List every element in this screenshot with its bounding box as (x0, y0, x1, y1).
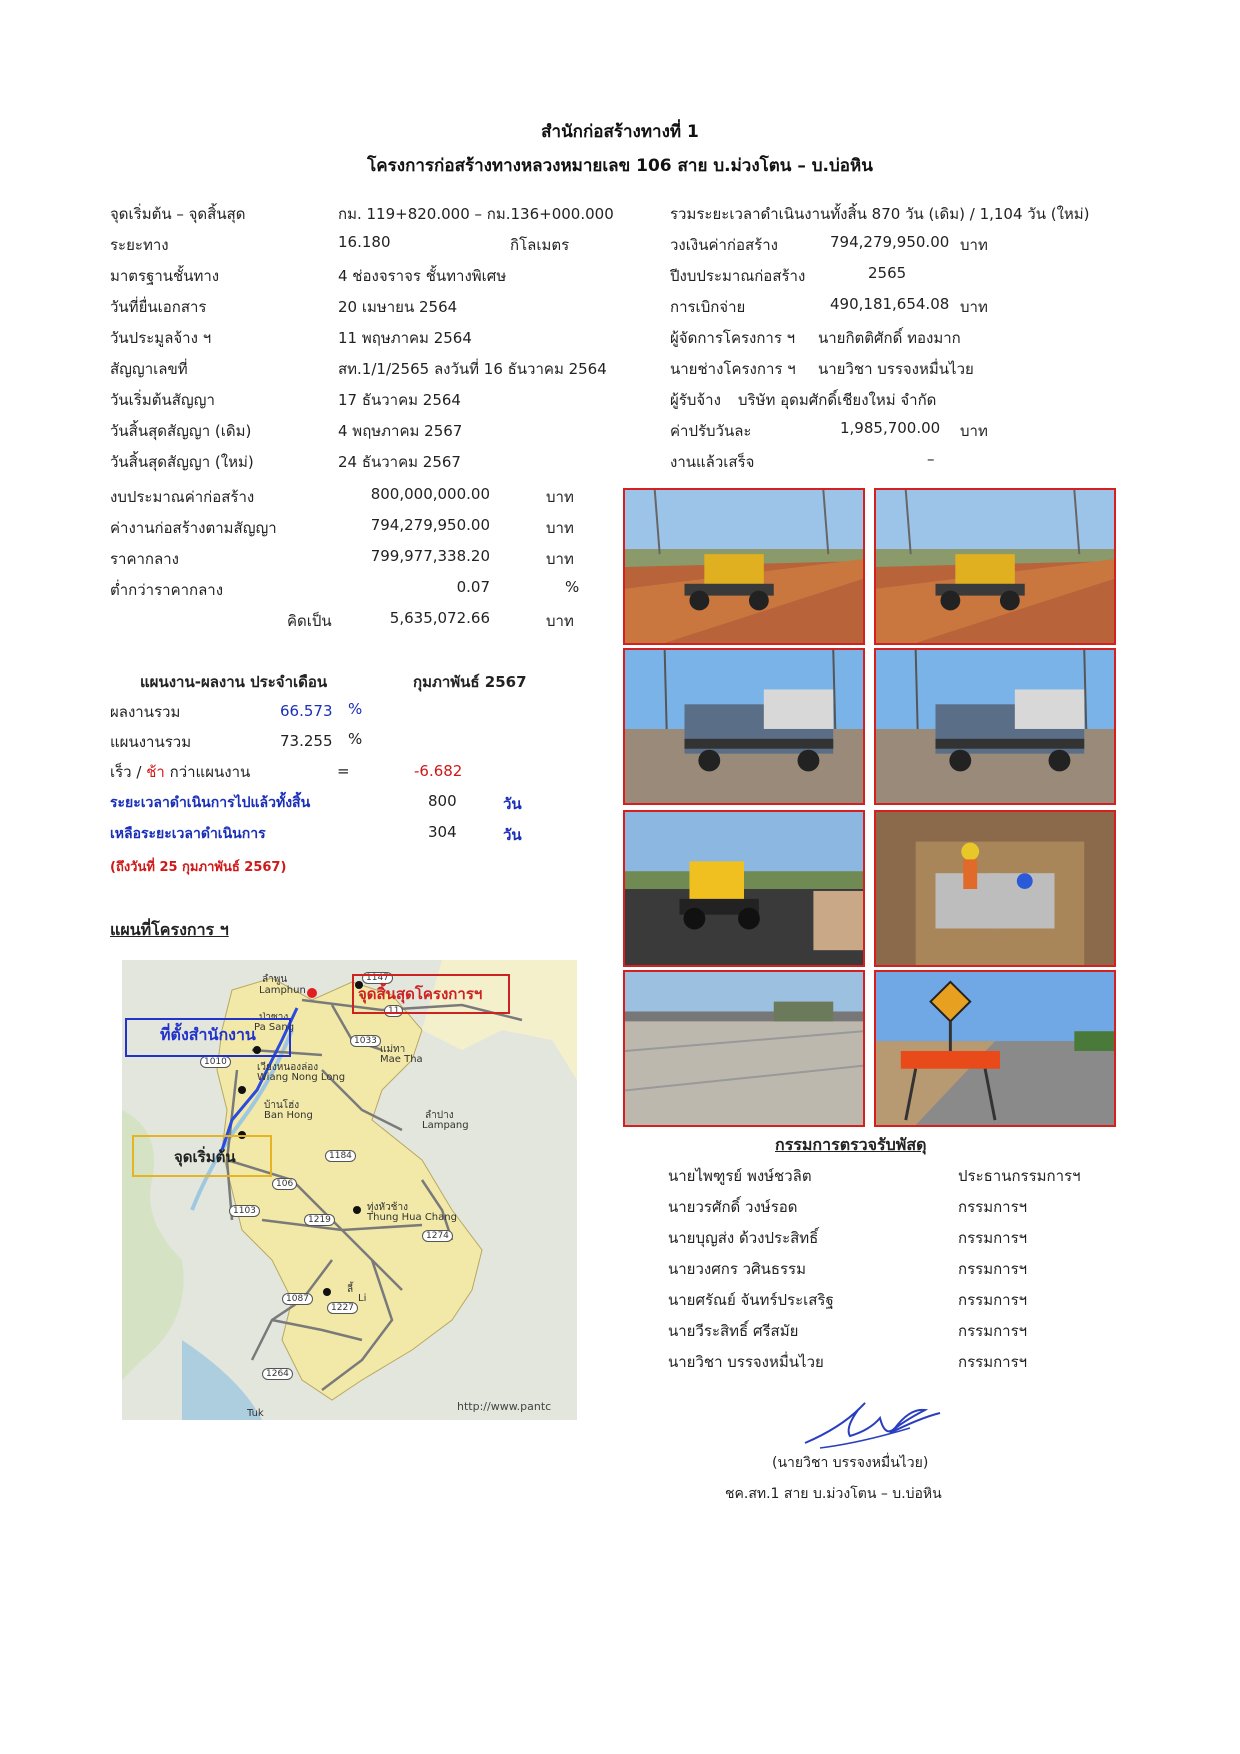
info-value: 4 ช่องจราจร ชั้นทางพิเศษ (338, 267, 507, 285)
info-value: กม. 119+820.000 – กม.136+000.000 (338, 205, 614, 223)
committee-member-name: นายบุญส่ง ด้วงประสิทธิ์ (668, 1229, 819, 1247)
committee-member-role: กรรมการฯ (958, 1260, 1028, 1278)
budget-label: ราคากลาง (110, 550, 179, 568)
elapsed-value: 800 (428, 792, 457, 810)
info-label: ระยะทาง (110, 236, 169, 254)
info-label: การเบิกจ่าย (670, 298, 746, 316)
committee-member-role: กรรมการฯ (958, 1291, 1028, 1309)
map-place-label: Tuk (247, 1408, 264, 1419)
info-value: 17 ธันวาคม 2564 (338, 391, 461, 409)
info-value: 16.180 (338, 233, 391, 251)
plan-unit: % (348, 730, 363, 748)
info-label: วันสิ้นสุดสัญญา (ใหม่) (110, 453, 254, 471)
grader-photo-2 (874, 488, 1116, 645)
end-callout: จุดสิ้นสุดโครงการฯ (358, 985, 483, 1003)
budget-unit: บาท (546, 519, 574, 537)
result-label: ผลงานรวม (110, 703, 181, 721)
committee-member-name: นายศรัณย์ จันทร์ประเสริฐ (668, 1291, 834, 1309)
variance-slow: ช้า (146, 763, 165, 781)
variance-fast: เร็ว / (110, 763, 142, 781)
tanker-photo (874, 648, 1116, 805)
variance-rest: กว่าแผนงาน (169, 763, 251, 781)
committee-member-role: กรรมการฯ (958, 1229, 1028, 1247)
map-road-shield: 1147 (362, 972, 393, 984)
info-value: 794,279,950.00 (830, 233, 950, 251)
map-road-shield: 1087 (282, 1293, 313, 1305)
bridge-deck-photo (623, 970, 865, 1127)
map-place-label: Ban Hong (264, 1110, 313, 1121)
budget-value: 794,279,950.00 (370, 516, 490, 534)
office-callout: ที่ตั้งสำนักงาน (160, 1025, 256, 1044)
info-value: 20 เมษายน 2564 (338, 298, 458, 316)
map-road-shield: 1010 (200, 1056, 231, 1068)
committee-member-name: นายวิชา บรรจงหมื่นไวย (668, 1353, 824, 1371)
info-value: 11 พฤษภาคม 2564 (338, 329, 472, 347)
elapsed-unit: วัน (503, 795, 522, 813)
map-place-label: แม่ทา (380, 1044, 406, 1055)
info-label: ผู้รับจ้าง (670, 391, 721, 409)
map-road-shield: 1033 (350, 1035, 381, 1047)
info-value: บริษัท อุดมศักดิ์เชียงใหม่ จำกัด (738, 391, 937, 409)
map-place-label: Mae Tha (380, 1054, 423, 1065)
map-road-shield: 1227 (327, 1302, 358, 1314)
elapsed-label: ระยะเวลาดำเนินการไปแล้วทั้งสิ้น (110, 795, 311, 811)
committee-title: กรรมการตรวจรับพัสดุ (775, 1135, 927, 1154)
map-place-label: ลำพูน (262, 974, 288, 985)
info-value: 4 พฤษภาคม 2567 (338, 422, 463, 440)
info-value: สท.1/1/2565 ลงวันที่ 16 ธันวาคม 2564 (338, 360, 607, 378)
info-label: ปีงบประมาณก่อสร้าง (670, 267, 806, 285)
info-label: มาตรฐานชั้นทาง (110, 267, 220, 285)
budget-label: คิดเป็น (287, 612, 332, 630)
progress-title: แผนงาน-ผลงาน ประจำเดือน (140, 673, 328, 691)
info-label: วันสิ้นสุดสัญญา (เดิม) (110, 422, 252, 440)
road-sign-photo (874, 970, 1116, 1127)
info-label: งานแล้วเสร็จ (670, 453, 755, 471)
info-label: สัญญาเลขที่ (110, 360, 188, 378)
info-label: จุดเริ่มต้น – จุดสิ้นสุด (110, 205, 246, 223)
map-place-label: Li (358, 1293, 367, 1304)
info-unit: บาท (960, 236, 988, 254)
signature-image (800, 1388, 950, 1458)
remaining-label: เหลือระยะเวลาดำเนินการ (110, 826, 266, 842)
info-label: วันที่ยื่นเอกสาร (110, 298, 207, 316)
committee-member-role: ประธานกรรมการฯ (958, 1167, 1081, 1185)
signer-position: ชค.สท.1 สาย บ.ม่วงโตน – บ.บ่อหิน (725, 1486, 942, 1502)
map-place-label: เวียงหนองล่อง (257, 1062, 319, 1073)
budget-label: งบประมาณค่าก่อสร้าง (110, 488, 255, 506)
budget-value: 0.07 (456, 578, 490, 596)
info-unit: กิโลเมตร (510, 236, 570, 254)
grader-photo-1 (623, 488, 865, 645)
committee-member-name: นายไพฑูรย์ พงษ์ชวลิต (668, 1167, 812, 1185)
map-road-shield: 106 (272, 1178, 297, 1190)
map-place-label: ป่าซาง (259, 1012, 289, 1023)
budget-unit: บาท (546, 550, 574, 568)
info-label: ผู้จัดการโครงการ ฯ (670, 329, 796, 347)
map-watermark: http://www.pantc (457, 1400, 552, 1413)
info-label: ค่าปรับวันละ (670, 422, 752, 440)
info-unit: บาท (960, 422, 988, 440)
map-place-label: ทุ่งหัวช้าง (367, 1202, 408, 1213)
map-heading: แผนที่โครงการ ฯ (110, 920, 229, 939)
map-road-shield: 1219 (304, 1214, 335, 1226)
committee-member-name: นายวรศักดิ์ วงษ์รอด (668, 1198, 798, 1216)
budget-unit: บาท (546, 488, 574, 506)
recycler-photo-1 (623, 648, 865, 805)
budget-value: 5,635,072.66 (389, 609, 490, 627)
plan-value: 73.255 (280, 732, 333, 750)
map-place-label: ลำปาง (425, 1110, 454, 1121)
committee-member-name: นายวงศกร วศินธรรม (668, 1260, 806, 1278)
committee-member-name: นายวีระสิทธิ์ ศรีสมัย (668, 1322, 799, 1340)
info-value: นายกิตติศักดิ์ ทองมาก (818, 329, 961, 347)
budget-unit: บาท (546, 612, 574, 630)
header-line-1: สำนักก่อสร้างทางที่ 1 (541, 122, 699, 142)
map-place-label: Lamphun (259, 985, 306, 996)
map-place-label: Thung Hua Chang (367, 1212, 457, 1223)
info-label: นายช่างโครงการ ฯ (670, 360, 796, 378)
budget-label: ต่ำกว่าราคากลาง (110, 581, 224, 599)
budget-label: ค่างานก่อสร้างตามสัญญา (110, 519, 277, 537)
plan-label: แผนงานรวม (110, 733, 192, 751)
variance-value: -6.682 (414, 762, 463, 780)
map-place-label: Wiang Nong Long (257, 1072, 346, 1083)
info-value: นายวิชา บรรจงหมื่นไวย (818, 360, 974, 378)
committee-member-role: กรรมการฯ (958, 1198, 1028, 1216)
progress-month: กุมภาพันธ์ 2567 (413, 673, 527, 691)
info-value: 2565 (868, 264, 907, 282)
result-unit: % (348, 700, 363, 718)
remaining-value: 304 (428, 823, 457, 841)
map-road-shield: 1184 (325, 1150, 356, 1162)
start-callout: จุดเริ่มต้น (174, 1148, 236, 1166)
info-value: 1,985,700.00 (840, 419, 941, 437)
map-road-shield: 1264 (262, 1368, 293, 1380)
map-place-label: Lampang (422, 1120, 469, 1131)
variance-label (110, 760, 250, 784)
map-road-shield: 1274 (422, 1230, 453, 1242)
info-unit: บาท (960, 298, 988, 316)
budget-unit: % (565, 578, 580, 596)
committee-member-role: กรรมการฯ (958, 1353, 1028, 1371)
info-label: วันประมูลจ้าง ฯ (110, 329, 212, 347)
map-place-label: ลี้ (347, 1284, 354, 1295)
map-road-shield: 11 (384, 1005, 403, 1017)
as-of-date: (ถึงวันที่ 25 กุมภาพันธ์ 2567) (110, 860, 287, 875)
info-label: รวมระยะเวลาดำเนินงานทั้งสิ้น 870 วัน (เดิม) / 1,104 วัน (ใหม่) (670, 205, 1090, 223)
map-place-label: บ้านโฮ่ง (264, 1100, 300, 1111)
variance-equals: = (337, 762, 350, 780)
map-place-label: Pa Sang (254, 1022, 295, 1033)
pipe-culvert-photo (874, 810, 1116, 967)
roller-photo (623, 810, 865, 967)
info-value: 490,181,654.08 (830, 295, 950, 313)
info-label: วันเริ่มต้นสัญญา (110, 391, 215, 409)
budget-value: 799,977,338.20 (370, 547, 490, 565)
result-value: 66.573 (280, 702, 333, 720)
map-road-shield: 1103 (229, 1205, 260, 1217)
budget-value: 800,000,000.00 (370, 485, 490, 503)
info-value: – (927, 450, 935, 468)
info-value: 24 ธันวาคม 2567 (338, 453, 461, 471)
project-map (122, 960, 577, 1420)
header-line-2: โครงการก่อสร้างทางหลวงหมายเลข 106 สาย บ.ม่วงโตน – บ.บ่อหิน (367, 156, 873, 176)
info-label: วงเงินค่าก่อสร้าง (670, 236, 778, 254)
signer-name: (นายวิชา บรรจงหมื่นไวย) (772, 1455, 929, 1471)
committee-member-role: กรรมการฯ (958, 1322, 1028, 1340)
remaining-unit: วัน (503, 826, 522, 844)
